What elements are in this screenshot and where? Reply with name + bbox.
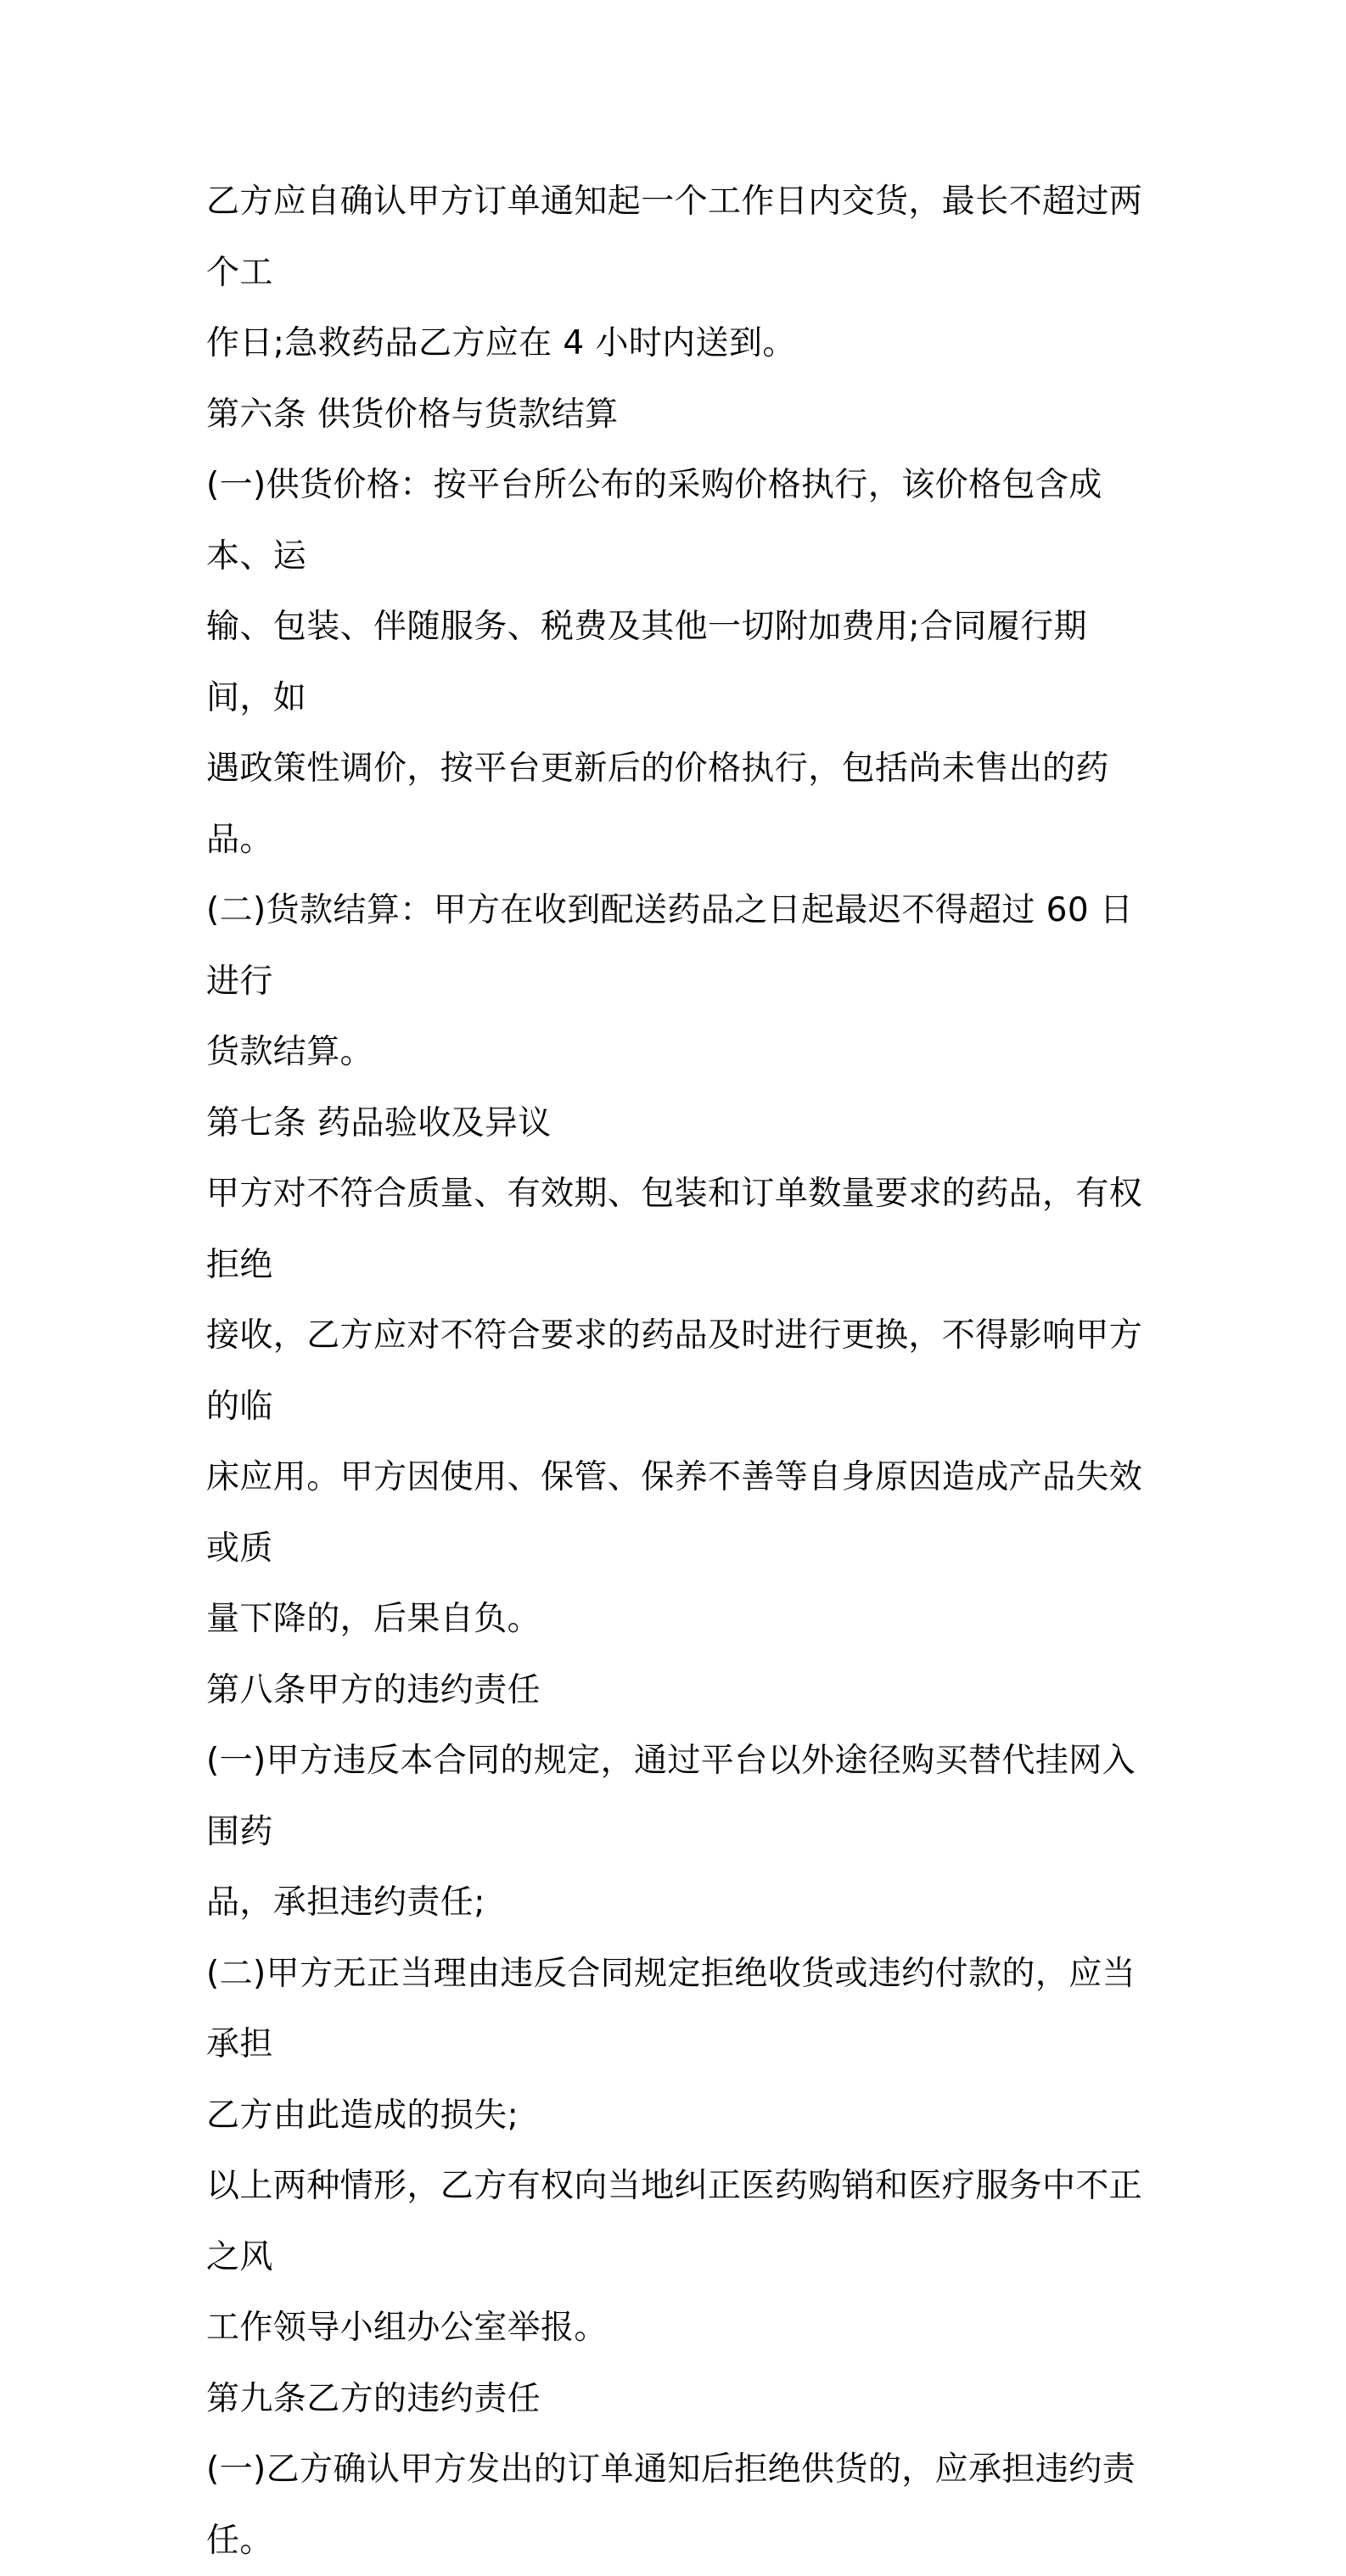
text-line: 以上两种情形，乙方有权向当地纠正医药购销和医疗服务中不正之风 [206,2167,1143,2276]
text-line: 乙方应自确认甲方订单通知起一个工作日内交货，最长不超过两个工 [206,182,1143,292]
text-line: 品，承担违约责任; [206,1883,485,1922]
section-heading: 第八条甲方的违约责任 [206,1670,541,1709]
text-line: 工作领导小组办公室举报。 [206,2309,608,2347]
text-line: (一)甲方违反本合同的规定，通过平台以外途径购买替代挂网入围药 [206,1742,1136,1851]
document-body [206,166,1148,2576]
text-line: 输、包装、伴随服务、税费及其他一切附加费用;合同履行期间，如 [206,608,1087,717]
text-line: (二)货款结算：甲方在收到配送药品之日起最迟不得超过 60 日进行 [206,891,1134,1001]
text-line: 货款结算。 [206,1033,374,1071]
text-line: 作日;急救药品乙方应在 4 小时内送到。 [206,324,796,362]
text-line: 量下降的，后果自负。 [206,1600,541,1638]
text-line: (一)乙方确认甲方发出的订单通知后拒绝供货的，应承担违约责任。 [206,2450,1136,2560]
text-line: (一)供货价格：按平台所公布的采购价格执行，该价格包含成本、运 [206,466,1102,575]
text-line: 遇政策性调价，按平台更新后的价格执行，包括尚未售出的药品。 [206,749,1109,859]
section-heading: 第九条乙方的违约责任 [206,2379,541,2418]
text-line: (二)甲方无正当理由违反合同规定拒绝收货或违约付款的，应当承担 [206,1954,1136,2063]
text-line: 接收，乙方应对不符合要求的药品及时进行更换，不得影响甲方的临 [206,1316,1143,1426]
section-heading: 第七条 药品验收及异议 [206,1103,552,1142]
section-heading: 第六条 供货价格与货款结算 [206,395,619,434]
text-line: 床应用。甲方因使用、保管、保养不善等自身原因造成产品失效或质 [206,1458,1143,1568]
text-line: 乙方由此造成的损失; [206,2096,519,2135]
text-line: 甲方对不符合质量、有效期、包装和订单数量要求的药品，有权拒绝 [206,1175,1143,1284]
